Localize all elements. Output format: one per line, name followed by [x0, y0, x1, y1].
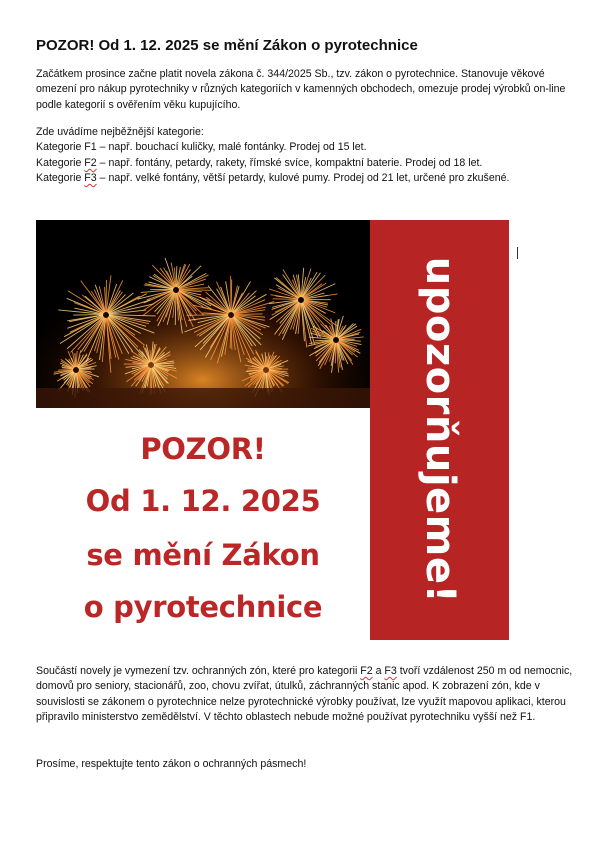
- category-line-f3: [36, 171, 576, 186]
- zones-text: tvoří vzdálenost 250 m od nemocnic, domovů pro seniory, stacionářů, zoo, chovu zvířat, útulků, záchranných stanic apod. K zobrazení zón, kde v souvislosti se zákonem o pyrotechnice nelze pyrotechnické výrobky používat, lze využít mapovou aplikaci, kterou připravilo ministerstvo zemědělství. V těchto oblastech nebude možné používat pyrotechniku vyšší než F1.: [36, 665, 573, 724]
- document-title: POZOR! Od 1. 12. 2025 se mění Zákon o pyrotechnice: [36, 37, 418, 54]
- banner-headline-line-4: o pyrotechnice: [83, 590, 323, 624]
- category-prefix: Kategorie: [36, 141, 85, 154]
- text-cursor: [517, 247, 518, 259]
- category-text: – např. fontány, petardy, rakety, římské svíce, kompaktní baterie. Prodej od 18 let.: [96, 156, 483, 169]
- zones-paragraph: [36, 664, 576, 726]
- intro-paragraph: Začátkem prosince začne platit novela zákona č. 344/2025 Sb., tzv. zákon o pyrotechnice. Stanovuje věkové omezení pro nákup pyrotechniky v různých kategoriích v kamenných obchodech, omezuje prodej výrobků on-line podle kategorií s ověřením věku kupujícího.: [36, 68, 566, 111]
- category-prefix: Kategorie: [36, 172, 85, 185]
- category-code-spellcheck: F2: [84, 156, 97, 169]
- zones-code-spellcheck: F3: [384, 665, 397, 677]
- banner-headline-line-3: se mění Zákon: [86, 538, 320, 572]
- categories-heading: Zde uvádíme nejběžnější kategorie:: [36, 126, 204, 138]
- banner-headline-line-2: Od 1. 12. 2025: [85, 484, 321, 518]
- categories-section: [36, 125, 576, 187]
- zones-text: Součástí novely je vymezení tzv. ochranných zón, které pro kategorii: [36, 665, 361, 677]
- category-line-f2: [36, 156, 576, 171]
- category-line-f1: [36, 140, 576, 155]
- zones-code-spellcheck: F2: [360, 665, 373, 677]
- category-prefix: Kategorie: [36, 156, 85, 169]
- category-text: – např. bouchací kuličky, malé fontánky. Prodej od 15 let.: [96, 141, 367, 154]
- category-code-spellcheck: F3: [84, 172, 97, 185]
- banner-headline-line-1: POZOR!: [140, 432, 266, 466]
- category-code: F1: [84, 141, 97, 154]
- fireworks-photo: [36, 220, 370, 408]
- category-text: – např. velké fontány, větší petardy, kulové pumy. Prodej od 21 let, určené pro zkušené.: [96, 172, 510, 185]
- vertical-red-bar: [370, 220, 509, 640]
- zones-text: a: [372, 665, 385, 677]
- closing-paragraph: Prosíme, respektujte tento zákon o ochranných pásmech!: [36, 758, 307, 770]
- vertical-warning-text: upozorňujeme!: [416, 256, 463, 604]
- banner-headline: [36, 408, 370, 640]
- fireworks-illustration: [36, 220, 370, 408]
- warning-banner: [36, 220, 509, 640]
